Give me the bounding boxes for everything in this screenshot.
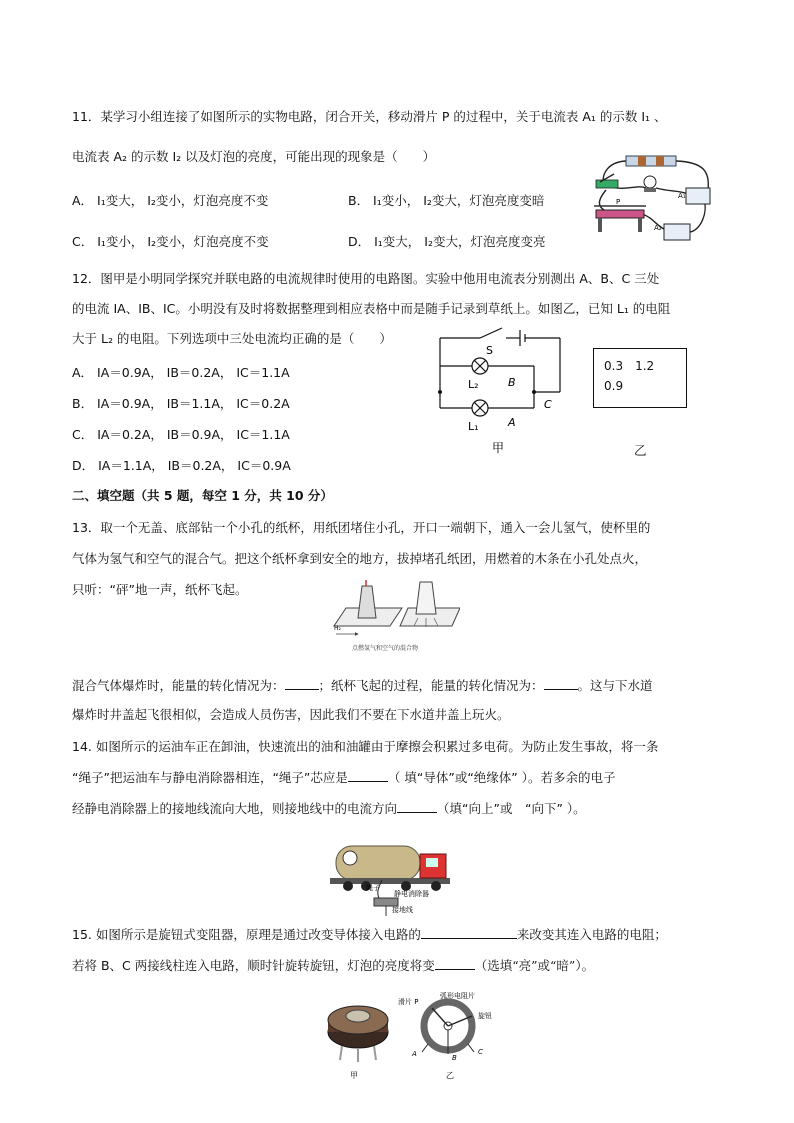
q15-text-part2: 来改变其连入电路的电阻； bbox=[516, 927, 667, 942]
svg-text:滑片 P: 滑片 P bbox=[398, 998, 419, 1006]
q13-stem-line2: 气体为氢气和空气的混合气。把这个纸杯拿到安全的地方，拔掉堵孔纸团，用燃着的木条在小孔处点火， bbox=[72, 551, 648, 566]
flying-cup-icon bbox=[416, 582, 436, 614]
svg-text:C: C bbox=[544, 398, 552, 411]
q13-blank-1[interactable] bbox=[285, 677, 319, 690]
svg-text:P: P bbox=[616, 198, 621, 206]
q14-text-part4: （填“向上”或 “向下” ）。 bbox=[437, 801, 586, 816]
switch-icon bbox=[596, 180, 618, 188]
q15-stem-line1 bbox=[72, 926, 667, 944]
q11-option-c: C． I₁变小， I₂变小，灯泡亮度不变 bbox=[72, 234, 269, 249]
q14-stem-line1: 14. 如图所示的运油车正在卸油，快速流出的油和油罐由于摩擦会积累过多电荷。为防止发生事故，将一条 bbox=[72, 739, 659, 754]
q11-option-d: D． I₁变大， I₂变大，灯泡亮度变亮 bbox=[348, 234, 546, 249]
svg-text:L₁: L₁ bbox=[468, 420, 479, 433]
q13-fill-line1 bbox=[72, 677, 653, 695]
q14-blank-2[interactable] bbox=[397, 800, 437, 813]
q12-stem-line1: 12．图甲是小明同学探究并联电路的电流规律时使用的电路图。实验中他用电流表分别测出 A、B、C 三处 bbox=[72, 271, 660, 286]
q15-stem-line2 bbox=[72, 957, 594, 975]
svg-text:乙: 乙 bbox=[446, 1071, 454, 1080]
q15-blank-1[interactable] bbox=[421, 926, 517, 939]
q12-option-b: B． IA＝0.9A， IB＝1.1A， IC＝0.2A bbox=[72, 396, 290, 411]
q13-fill-line2: 爆炸时井盖起飞很相似，会造成人员伤害，因此我们不要在下水道井盖上玩火。 bbox=[72, 707, 510, 722]
q13-text-part1: 混合气体爆炸时，能量的转化情况为： bbox=[72, 678, 285, 693]
svg-text:静电消除器: 静电消除器 bbox=[394, 890, 429, 898]
svg-text:绳子: 绳子 bbox=[366, 884, 380, 892]
q14-stem-line2 bbox=[72, 769, 616, 787]
svg-text:H₂: H₂ bbox=[334, 625, 341, 632]
q15-text-part4: （选填“亮”或“暗”）。 bbox=[474, 958, 595, 973]
ammeter-a2-icon bbox=[664, 224, 690, 240]
svg-text:甲: 甲 bbox=[350, 1071, 358, 1080]
q14-text-part1: “绳子”把运油车与静电消除器相连，“绳子”芯应是 bbox=[72, 770, 348, 785]
q12-option-a: A． IA＝0.9A， IB＝0.2A， IC＝1.1A bbox=[72, 365, 290, 380]
q13-stem-line1: 13．取一个无盖、底部钻一个小孔的纸杯，用纸团堵住小孔，开口一端朝下，通入一会儿氢气，使杯里的 bbox=[72, 520, 651, 535]
q11-circuit-figure bbox=[586, 152, 726, 248]
q14-stem-line3 bbox=[72, 800, 586, 818]
q15-text-part3: 若将 B、C 两接线柱连入电路，顺时针旋转旋钮，灯泡的亮度将变 bbox=[72, 958, 435, 973]
q15-blank-2[interactable] bbox=[435, 957, 475, 970]
battery-icon bbox=[626, 156, 676, 166]
svg-text:甲: 甲 bbox=[492, 441, 505, 455]
q12-stem-line2: 的电流 IA、IB、IC。小明没有及时将数据整理到相应表格中而是随手记录到草纸上。如图乙，已知 L₁ 的电阻 bbox=[72, 301, 671, 316]
bulb-icon bbox=[644, 176, 656, 188]
q13-paper-cup-figure bbox=[330, 574, 460, 656]
section2-title: 二、填空题（共 5 题，每空 1 分，共 10 分） bbox=[72, 488, 333, 503]
scratch-values-row1: 0.3 1.2 bbox=[604, 359, 655, 373]
q12-caption-yi: 乙 bbox=[634, 443, 647, 458]
q14-oil-tanker-figure bbox=[322, 828, 480, 920]
q14-text-part2: （ 填“导体”或“绝缘体” ）。若多余的电子 bbox=[387, 770, 616, 785]
svg-text:点燃氢气和空气的混合物: 点燃氢气和空气的混合物 bbox=[352, 645, 419, 652]
scratch-values-row2: 0.9 bbox=[604, 379, 624, 393]
q13-text-part2: ；纸杯飞起的过程，能量的转化情况为： bbox=[318, 678, 544, 693]
q14-text-part3: 经静电消除器上的接地线流向大地，则接地线中的电流方向 bbox=[72, 801, 398, 816]
svg-text:C: C bbox=[478, 1048, 483, 1056]
switch-lever bbox=[480, 328, 502, 338]
q13-blank-2[interactable] bbox=[544, 677, 578, 690]
q11-stem-line2: 电流表 A₂ 的示数 I₂ 以及灯泡的亮度，可能出现的现象是（ ） bbox=[72, 149, 436, 164]
svg-text:S: S bbox=[486, 344, 493, 357]
q14-blank-1[interactable] bbox=[348, 769, 388, 782]
q15-text-part1: 15. 如图所示是旋钮式变阻器，原理是通过改变导体接入电路的 bbox=[72, 927, 421, 942]
static-eliminator-icon bbox=[374, 898, 398, 906]
svg-text:A₂: A₂ bbox=[654, 224, 662, 232]
svg-text:旋钮: 旋钮 bbox=[478, 1012, 492, 1020]
rheostat-icon bbox=[596, 210, 644, 218]
svg-text:A₁: A₁ bbox=[678, 192, 686, 200]
q12-scratch-paper-yi bbox=[593, 348, 687, 408]
q13-stem-line3: 只听：“砰”地一声，纸杯飞起。 bbox=[72, 582, 248, 597]
paper-cup-icon bbox=[358, 586, 376, 618]
q12-stem-line3: 大于 L₂ 的电阻。下列选项中三处电流均正确的是（ ） bbox=[72, 331, 392, 346]
q15-rotary-rheostat-figure bbox=[322, 990, 502, 1084]
svg-text:L₂: L₂ bbox=[468, 378, 479, 391]
svg-text:A: A bbox=[508, 416, 516, 429]
q12-circuit-diagram-jia bbox=[430, 326, 580, 460]
svg-text:接地线: 接地线 bbox=[392, 906, 413, 914]
ammeter-a1-icon bbox=[686, 188, 710, 204]
q11-option-a: A． I₁变大， I₂变小，灯泡亮度不变 bbox=[72, 193, 269, 208]
svg-text:A: A bbox=[412, 1050, 417, 1058]
svg-text:弧形电阻片: 弧形电阻片 bbox=[440, 992, 475, 1000]
svg-text:B: B bbox=[508, 376, 516, 389]
q11-option-b: B． I₁变小， I₂变大，灯泡亮度变暗 bbox=[348, 193, 545, 208]
q12-option-c: C． IA＝0.2A， IB＝0.9A， IC＝1.1A bbox=[72, 427, 290, 442]
q13-text-part3: 。这与下水道 bbox=[577, 678, 653, 693]
svg-text:B: B bbox=[452, 1054, 457, 1062]
q11-stem-line1: 11．某学习小组连接了如图所示的实物电路，闭合开关，移动滑片 P 的过程中，关于电流表 A₁ 的示数 I₁ 、 bbox=[72, 109, 667, 124]
q12-option-d: D． IA＝1.1A， IB＝0.2A， IC＝0.9A bbox=[72, 458, 291, 473]
